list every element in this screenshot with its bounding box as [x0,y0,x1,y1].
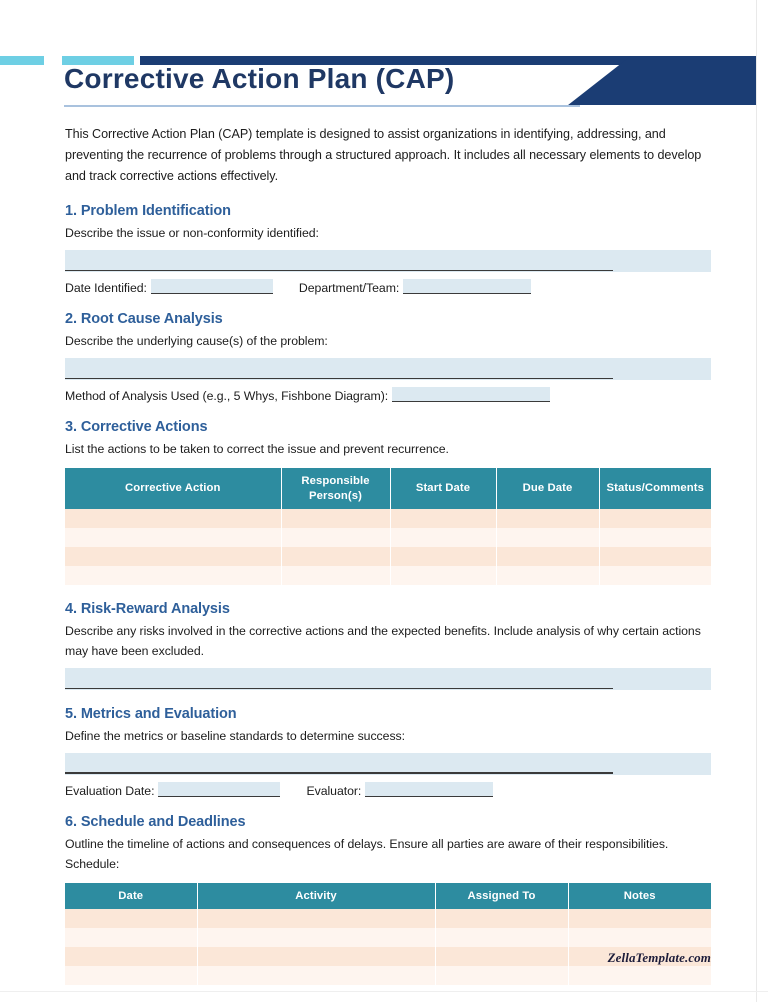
table-row [65,509,711,528]
title-underline [64,105,580,107]
input-rule [65,270,613,271]
cell-date[interactable] [65,928,197,947]
cell-start-date[interactable] [390,528,496,547]
cell-assigned-to[interactable] [435,966,568,985]
cell-corrective-action[interactable] [65,566,281,585]
method-of-analysis-input[interactable] [392,387,550,402]
column-header-activity: Activity [197,883,435,909]
footer-watermark: ZellaTemplate.com [607,950,711,965]
method-of-analysis-label: Method of Analysis Used (e.g., 5 Whys, Fishbone Diagram): [65,389,389,404]
section-5-fields [65,782,711,798]
section-root-cause-analysis [65,311,711,403]
table-row [65,566,711,585]
table-header-row [65,468,711,509]
cell-date[interactable] [65,909,197,928]
metrics-description-input[interactable] [65,753,711,775]
cell-due-date[interactable] [496,547,599,566]
cell-activity[interactable] [197,947,435,966]
cell-corrective-action[interactable] [65,509,281,528]
cell-corrective-action[interactable] [65,547,281,566]
table-row [65,909,711,928]
input-rule [65,378,613,379]
section-1-description: Describe the issue or non-conformity identified: [65,226,319,241]
section-1-heading: 1. Problem Identification [65,203,231,220]
cell-start-date[interactable] [390,547,496,566]
table-header-row [65,883,711,909]
column-header-responsible-person: Responsible Person(s) [281,468,390,509]
section-6-heading: 6. Schedule and Deadlines [65,813,246,830]
section-problem-identification [65,203,711,295]
section-risk-reward-analysis [65,601,711,690]
accent-bar-left [0,56,44,65]
section-corrective-actions [65,419,711,585]
date-identified-label: Date Identified: [65,281,147,296]
evaluator-label: Evaluator: [306,783,362,798]
section-2-fields [65,387,711,403]
cell-responsible-person[interactable] [281,509,390,528]
cell-date[interactable] [65,966,197,985]
section-6-description: Outline the timeline of actions and consequences of delays. Ensure all parties are aware of their responsibilities. [65,836,669,851]
section-3-heading: 3. Corrective Actions [65,419,208,436]
department-team-input[interactable] [403,279,531,294]
risk-reward-description-input[interactable] [65,668,711,690]
cell-responsible-person[interactable] [281,528,390,547]
section-metrics-and-evaluation [65,706,711,798]
section-2-description: Describe the underlying cause(s) of the problem: [65,334,328,349]
document-body [65,124,711,985]
department-team-label: Department/Team: [298,281,400,296]
table-row [65,528,711,547]
cell-assigned-to[interactable] [435,947,568,966]
cell-activity[interactable] [197,909,435,928]
table-row [65,928,711,947]
section-3-description: List the actions to be taken to correct the issue and prevent recurrence. [65,442,449,457]
input-rule [65,688,613,689]
cell-notes[interactable] [568,928,711,947]
page-title: Corrective Action Plan (CAP) [64,63,455,94]
cell-start-date[interactable] [390,566,496,585]
section-5-heading: 5. Metrics and Evaluation [65,705,237,722]
cell-corrective-action[interactable] [65,528,281,547]
column-header-due-date: Due Date [496,468,599,509]
intro-paragraph: This Corrective Action Plan (CAP) template is designed to assist organizations in identifying, addressing, and preventing the recurrence of problems through a structured approach. It includes all necessary elements to develop and track corrective actions effectively. [65,127,702,184]
cell-status-comments[interactable] [599,509,711,528]
section-6-schedule-label: Schedule: [65,856,120,871]
evaluator-input[interactable] [365,782,493,797]
section-2-heading: 2. Root Cause Analysis [65,311,223,328]
cell-notes[interactable] [568,909,711,928]
corrective-actions-table [65,468,711,585]
schedule-table [65,883,711,985]
page-edge-right [756,0,757,1002]
section-5-description: Define the metrics or baseline standards to determine success: [65,728,406,743]
cell-activity[interactable] [197,928,435,947]
cell-status-comments[interactable] [599,528,711,547]
table-row [65,966,711,985]
root-cause-description-input[interactable] [65,358,711,380]
cell-due-date[interactable] [496,509,599,528]
page-edge-bottom [0,991,768,992]
section-4-heading: 4. Risk-Reward Analysis [65,601,230,618]
date-identified-input[interactable] [151,279,273,294]
column-header-notes: Notes [568,883,711,909]
column-header-assigned-to: Assigned To [435,883,568,909]
cell-due-date[interactable] [496,528,599,547]
column-header-status-comments: Status/Comments [599,468,711,509]
cell-notes[interactable] [568,966,711,985]
column-header-corrective-action: Corrective Action [65,468,281,509]
cell-assigned-to[interactable] [435,909,568,928]
cell-status-comments[interactable] [599,566,711,585]
cell-activity[interactable] [197,966,435,985]
cell-assigned-to[interactable] [435,928,568,947]
cell-due-date[interactable] [496,566,599,585]
cell-start-date[interactable] [390,509,496,528]
input-rule [65,772,613,773]
section-1-fields [65,279,711,295]
cell-responsible-person[interactable] [281,547,390,566]
header-banner [0,0,768,118]
column-header-date: Date [65,883,197,909]
problem-description-input[interactable] [65,250,711,272]
cell-status-comments[interactable] [599,547,711,566]
cell-date[interactable] [65,947,197,966]
column-header-start-date: Start Date [390,468,496,509]
section-4-description: Describe any risks involved in the corrective actions and the expected benefits. Include analysis of why certain actions may have been excluded. [65,624,701,658]
cell-responsible-person[interactable] [281,566,390,585]
evaluation-date-input[interactable] [158,782,280,797]
evaluation-date-label: Evaluation Date: [65,783,155,798]
table-row [65,547,711,566]
